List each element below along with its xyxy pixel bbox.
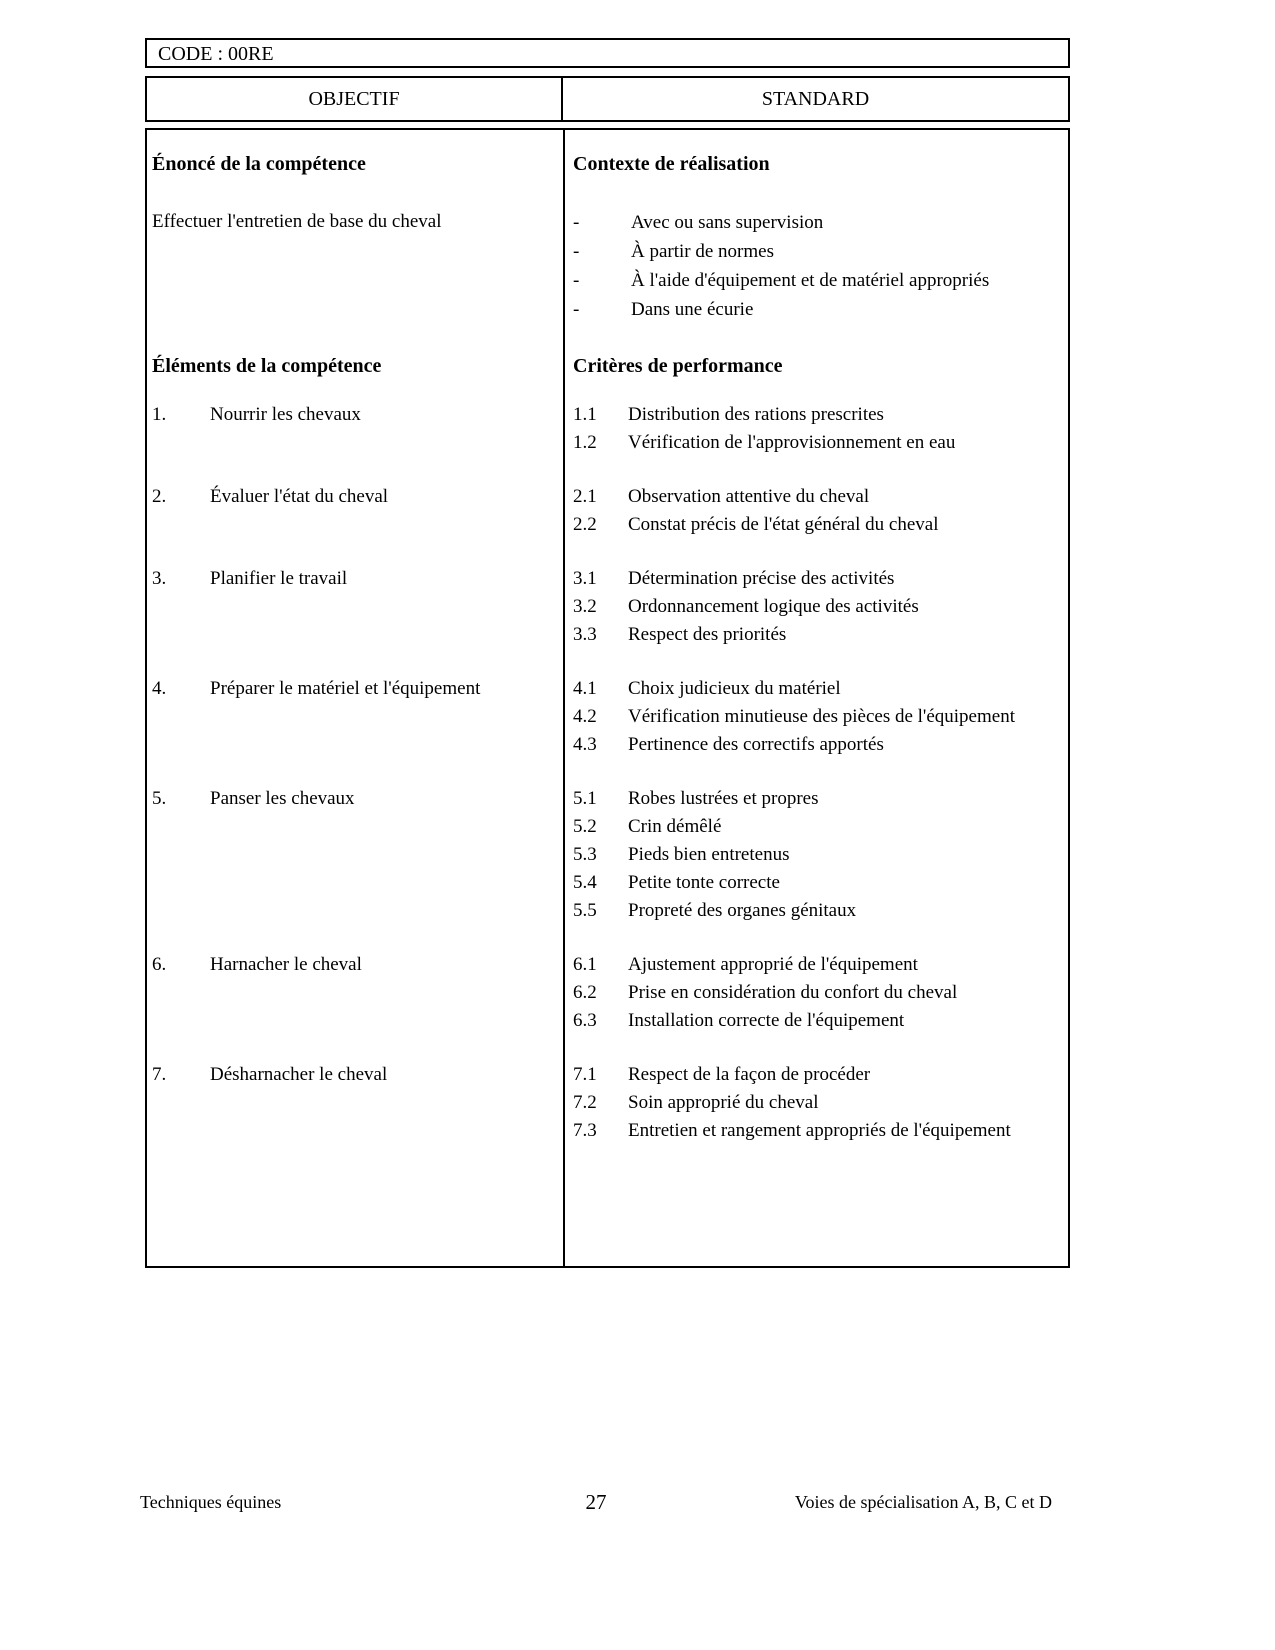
footer-right-text: Voies de spécialisation A, B, C et D xyxy=(794,1492,1052,1512)
criterion-number: 5.4 xyxy=(573,872,597,893)
criterion-row xyxy=(573,429,1023,457)
element-item xyxy=(152,951,563,979)
element-number: 3. xyxy=(152,568,167,589)
criterion-text: Observation attentive du cheval xyxy=(628,486,870,507)
element-item xyxy=(152,565,563,593)
competence-heading: Énoncé de la compétence xyxy=(152,153,366,175)
criterion-row xyxy=(573,979,1023,1007)
criterion-row xyxy=(573,841,1023,869)
criterion-row xyxy=(573,483,1023,511)
dash-marker: - xyxy=(573,299,580,320)
criterion-number: 5.3 xyxy=(573,844,597,865)
elements-heading: Éléments de la compétence xyxy=(152,355,382,377)
page-footer xyxy=(140,1490,1052,1522)
criterion-row xyxy=(573,1061,1023,1089)
criterion-text: Petite tonte correcte xyxy=(628,872,780,893)
criterion-text: Pertinence des correctifs apportés xyxy=(628,734,884,755)
contexte-item-text: À partir de normes xyxy=(631,241,774,262)
code-box xyxy=(145,38,1070,68)
criterion-number: 7.3 xyxy=(573,1120,597,1141)
criterion-number: 4.2 xyxy=(573,706,597,727)
criterion-text: Détermination précise des activités xyxy=(628,568,895,589)
dash-marker: - xyxy=(573,212,580,233)
criterion-number: 3.3 xyxy=(573,624,597,645)
contexte-item xyxy=(573,237,1023,266)
criterion-number: 2.1 xyxy=(573,486,597,507)
criterion-text: Respect de la façon de procéder xyxy=(628,1064,871,1085)
criterion-text: Choix judicieux du matériel xyxy=(628,678,841,699)
element-number: 6. xyxy=(152,954,167,975)
criterion-row xyxy=(573,731,1023,759)
column-header-row xyxy=(145,76,1070,122)
column-divider xyxy=(563,130,565,1266)
element-number: 4. xyxy=(152,678,167,699)
criterion-number: 3.2 xyxy=(573,596,597,617)
criterion-text: Crin démêlé xyxy=(628,816,722,837)
criterion-number: 5.5 xyxy=(573,900,597,921)
contexte-item xyxy=(573,266,1023,295)
statement-row xyxy=(147,208,1068,324)
criterion-text: Distribution des rations prescrites xyxy=(628,404,884,425)
criterion-row xyxy=(573,813,1023,841)
criterion-row xyxy=(573,511,1023,539)
criterion-number: 5.1 xyxy=(573,788,597,809)
element-row xyxy=(147,1061,1068,1145)
contexte-item-text: À l'aide d'équipement et de matériel appropriés xyxy=(631,270,990,291)
criterion-number: 6.3 xyxy=(573,1010,597,1031)
code-label: CODE : 00RE xyxy=(158,43,274,65)
element-number: 1. xyxy=(152,404,167,425)
contexte-item xyxy=(573,208,1023,237)
criterion-text: Propreté des organes génitaux xyxy=(628,900,857,921)
criterion-row xyxy=(573,593,1023,621)
criterion-text: Respect des priorités xyxy=(628,624,787,645)
criterion-row xyxy=(573,1089,1023,1117)
criteres-heading: Critères de performance xyxy=(573,355,783,377)
criterion-number: 5.2 xyxy=(573,816,597,837)
criterion-number: 3.1 xyxy=(573,568,597,589)
criterion-row xyxy=(573,675,1023,703)
element-row xyxy=(147,951,1068,1035)
element-row xyxy=(147,401,1068,457)
criterion-row xyxy=(573,897,1023,925)
criterion-text: Ajustement approprié de l'équipement xyxy=(628,954,918,975)
competence-statement: Effectuer l'entretien de base du cheval xyxy=(152,211,442,232)
criterion-row xyxy=(573,401,1023,429)
criterion-text: Robes lustrées et propres xyxy=(628,788,819,809)
element-item xyxy=(152,1061,563,1089)
criterion-row xyxy=(573,1007,1023,1035)
criterion-row xyxy=(573,565,1023,593)
dash-marker: - xyxy=(573,270,580,291)
criterion-row xyxy=(573,785,1023,813)
page-number: 27 xyxy=(585,1490,607,1514)
criterion-number: 7.1 xyxy=(573,1064,597,1085)
table-body xyxy=(145,128,1070,1268)
headings-row-1 xyxy=(147,150,1068,179)
criterion-number: 4.1 xyxy=(573,678,597,699)
criterion-text: Constat précis de l'état général du cheval xyxy=(628,514,939,535)
element-label: Harnacher le cheval xyxy=(210,954,362,975)
column-header-standard: STANDARD xyxy=(761,87,870,110)
element-number: 5. xyxy=(152,788,167,809)
element-row xyxy=(147,785,1068,925)
element-number: 2. xyxy=(152,486,167,507)
criterion-number: 6.1 xyxy=(573,954,597,975)
criterion-text: Vérification de l'approvisionnement en eau xyxy=(628,432,956,453)
criterion-text: Soin approprié du cheval xyxy=(628,1092,819,1113)
element-number: 7. xyxy=(152,1064,167,1085)
criterion-text: Prise en considération du confort du cheval xyxy=(628,982,958,1003)
criterion-number: 1.1 xyxy=(573,404,597,425)
element-item xyxy=(152,675,563,703)
criterion-row xyxy=(573,869,1023,897)
element-row xyxy=(147,565,1068,649)
element-item xyxy=(152,401,563,429)
element-item xyxy=(152,483,563,511)
competency-table xyxy=(145,38,1070,1268)
criterion-row xyxy=(573,1117,1023,1145)
criterion-number: 6.2 xyxy=(573,982,597,1003)
contexte-item xyxy=(573,295,1023,324)
element-item xyxy=(152,785,563,813)
criterion-text: Ordonnancement logique des activités xyxy=(628,596,919,617)
element-label: Désharnacher le cheval xyxy=(210,1064,388,1085)
element-label: Panser les chevaux xyxy=(210,788,355,809)
criterion-text: Vérification minutieuse des pièces de l'équipement xyxy=(628,706,1015,727)
criterion-number: 2.2 xyxy=(573,514,597,535)
contexte-item-text: Dans une écurie xyxy=(631,299,754,320)
criterion-row xyxy=(573,703,1023,731)
footer-left-text: Techniques équines xyxy=(140,1492,282,1512)
dash-marker: - xyxy=(573,241,580,262)
criterion-text: Entretien et rangement appropriés de l'équipement xyxy=(628,1120,1011,1141)
criterion-text: Pieds bien entretenus xyxy=(628,844,790,865)
criterion-number: 4.3 xyxy=(573,734,597,755)
criterion-text: Installation correcte de l'équipement xyxy=(628,1010,905,1031)
element-label: Préparer le matériel et l'équipement xyxy=(210,678,481,699)
element-label: Planifier le travail xyxy=(210,568,348,589)
headings-row-2 xyxy=(147,352,1068,381)
element-label: Évaluer l'état du cheval xyxy=(210,486,389,507)
criterion-row xyxy=(573,951,1023,979)
criterion-number: 1.2 xyxy=(573,432,597,453)
element-label: Nourrir les chevaux xyxy=(210,404,361,425)
criterion-number: 7.2 xyxy=(573,1092,597,1113)
column-header-objectif: OBJECTIF xyxy=(147,78,563,120)
contexte-item-text: Avec ou sans supervision xyxy=(631,212,824,233)
criterion-row xyxy=(573,621,1023,649)
element-row xyxy=(147,483,1068,539)
contexte-heading: Contexte de réalisation xyxy=(573,153,770,175)
element-row xyxy=(147,675,1068,759)
